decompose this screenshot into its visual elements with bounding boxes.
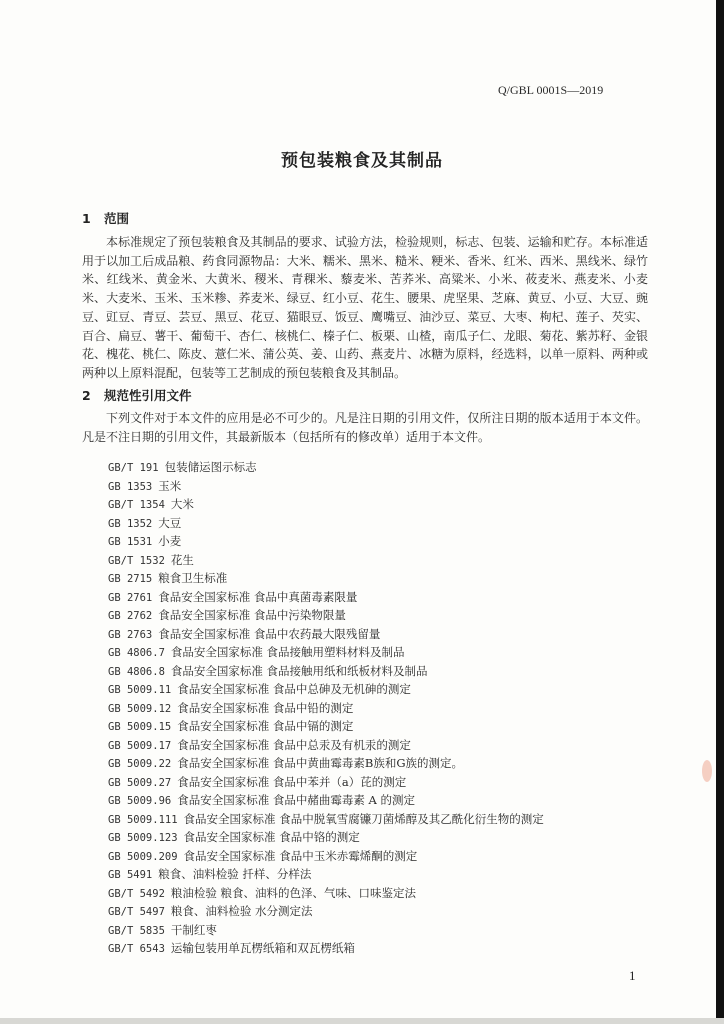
reference-title: 玉米: [158, 478, 182, 493]
reference-code: GB 4806.7: [108, 647, 165, 659]
reference-title: 花生: [170, 552, 194, 567]
reference-item: [108, 588, 544, 607]
reference-item: [108, 606, 544, 625]
reference-title: 粮食、油料检验 水分测定法: [170, 904, 313, 918]
reference-title: 食品安全国家标准 食品中玉米赤霉烯酮的测定: [183, 848, 418, 863]
reference-title: 运输包装用单瓦楞纸箱和双瓦楞纸箱: [170, 941, 355, 955]
reference-code: GB 5009.27: [108, 776, 172, 789]
reference-item: [108, 458, 544, 477]
section-title: 范围: [104, 211, 130, 226]
reference-code: GB/T 5497: [108, 906, 165, 918]
references-intro-text: 下列文件对于本文件的应用是必不可少的。凡是注日期的引用文件，仅所注日期的版本适用于本文件。凡是不注日期的引用文件，其最新版本（包括所有的修改单）适用于本文件。: [82, 411, 648, 444]
page-number: 1: [629, 968, 636, 983]
scan-edge-bottom: [0, 1018, 724, 1024]
reference-title: 食品安全国家标准 食品中赭曲霉毒素 A 的测定: [177, 793, 415, 807]
reference-code: GB 5009.17: [108, 739, 172, 752]
reference-code: GB 5009.11: [108, 684, 172, 696]
reference-code: GB/T 1532: [108, 554, 165, 567]
reference-title: 食品安全国家标准 食品中苯并（a）芘的测定: [177, 774, 407, 789]
reference-code: GB 5009.15: [108, 721, 172, 733]
reference-code: GB/T 191: [108, 462, 159, 474]
reference-item: [108, 736, 544, 755]
reference-item: [108, 699, 544, 718]
scope-paragraph: [82, 233, 648, 383]
reference-code: GB 2715: [108, 573, 153, 585]
reference-item: [108, 902, 544, 921]
section-title: 规范性引用文件: [104, 388, 192, 403]
reference-title: 大米: [170, 497, 194, 511]
reference-title: 食品安全国家标准 食品接触用纸和纸板材料及制品: [170, 663, 428, 678]
reference-title: 食品安全国家标准 食品中总砷及无机砷的测定: [177, 682, 411, 696]
reference-title: 粮食卫生标准: [158, 571, 228, 585]
document-title: 预包装粮食及其制品: [281, 151, 443, 171]
reference-item: [108, 810, 544, 829]
reference-title: 食品安全国家标准 食品中黄曲霉毒素B族和G族的测定。: [177, 756, 464, 770]
reference-title: 食品安全国家标准 食品中真菌毒素限量: [158, 589, 358, 604]
references-paragraph: [82, 409, 648, 446]
reference-item: [108, 828, 544, 847]
reference-code: GB 5009.96: [108, 795, 172, 807]
reference-title: 包装储运图示标志: [164, 460, 257, 474]
reference-code: GB 2761: [108, 591, 153, 604]
section-number: 1: [82, 211, 91, 226]
reference-code: GB 5009.22: [108, 758, 172, 770]
reference-code: GB 1352: [108, 517, 153, 530]
reference-item: [108, 643, 544, 662]
section-heading-references: [82, 386, 192, 404]
reference-title: 食品安全国家标准 食品中总汞及有机汞的测定: [177, 737, 411, 752]
reference-title: 食品安全国家标准 食品中农药最大限残留量: [158, 626, 381, 641]
reference-code: GB/T 6543: [108, 943, 165, 955]
reference-title: 干制红枣: [170, 922, 217, 937]
reference-code: GB/T 5492: [108, 887, 165, 900]
reference-code: GB 5009.209: [108, 850, 178, 863]
reference-item: [108, 495, 544, 514]
reference-item: [108, 662, 544, 681]
reference-item: [108, 865, 544, 884]
scope-text: 本标准规定了预包装粮食及其制品的要求、试验方法，检验规则，标志、包装、运输和贮存。本标准适用于以加工后成品粮、药食同源物品：大米、糯米、黑米、糙米、粳米、香米、红米、西米、黑线米、绿竹米、红线米、黄金米、大黄米、稷米、青稞米、藜麦米、苦荞米、高粱米、小米、莜麦米、燕麦米、小麦米、大麦米、玉米、玉米糁、荞麦米、绿豆、红小豆、花生、腰果、虎坚果、芝麻、黄豆、小豆、大豆、豌豆、豇豆、青豆、芸豆、黑豆、花豆、猫眼豆、饭豆、鹰嘴豆、油沙豆、菜豆、大枣、枸杞、莲子、芡实、百合、扁豆、薯干、葡萄干、杏仁、核桃仁、榛子仁、板栗、山楂，南瓜子仁、龙眼、菊花、紫苏籽、金银花、槐花、桃仁、陈皮、薏仁米、蒲公英、姜、山药、燕麦片、冰糖为原料，经选料，以单一原料、两种或两种以上原料混配，包装等工艺制成的预包装粮食及其制品。: [82, 235, 648, 380]
reference-item: [108, 791, 544, 810]
reference-code: GB 5491: [108, 869, 153, 881]
reference-item: [108, 884, 544, 903]
reference-item: [108, 717, 544, 736]
reference-item: [108, 569, 544, 588]
reference-item: [108, 939, 544, 958]
reference-item: [108, 921, 544, 940]
reference-title: 粮食、油料检验 扦样、分样法: [158, 867, 312, 881]
reference-code: GB/T 5835: [108, 924, 165, 937]
reference-code: GB 2762: [108, 610, 153, 622]
reference-title: 食品安全国家标准 食品中污染物限量: [158, 608, 346, 622]
reference-code: GB 1353: [108, 480, 153, 493]
reference-item: [108, 754, 544, 773]
reference-title: 食品安全国家标准 食品中脱氧雪腐镰刀菌烯醇及其乙酰化衍生物的测定: [183, 811, 544, 826]
reference-title: 粮油检验 粮食、油料的色泽、气味、口味鉴定法: [170, 885, 417, 900]
reference-item: [108, 532, 544, 551]
reference-item: [108, 625, 544, 644]
reference-code: GB 5009.12: [108, 702, 172, 715]
reference-title: 小麦: [158, 534, 182, 548]
reference-list: [108, 458, 544, 958]
reference-code: GB 5009.111: [108, 813, 178, 826]
reference-code: GB 5009.123: [108, 832, 178, 844]
section-heading-scope: [82, 209, 129, 227]
scan-smudge: [702, 760, 712, 782]
reference-code: GB 1531: [108, 536, 153, 548]
reference-title: 大豆: [158, 515, 182, 530]
reference-item: [108, 680, 544, 699]
reference-item: [108, 847, 544, 866]
reference-title: 食品安全国家标准 食品中铬的测定: [183, 830, 360, 844]
standard-code: Q/GBL 0001S—2019: [498, 83, 604, 97]
section-number: 2: [82, 388, 91, 403]
reference-item: [108, 551, 544, 570]
reference-code: GB/T 1354: [108, 499, 165, 511]
reference-item: [108, 514, 544, 533]
reference-code: GB 2763: [108, 628, 153, 641]
reference-item: [108, 773, 544, 792]
reference-title: 食品安全国家标准 食品中铅的测定: [177, 700, 354, 715]
reference-item: [108, 477, 544, 496]
reference-title: 食品安全国家标准 食品接触用塑料材料及制品: [170, 645, 405, 659]
reference-code: GB 4806.8: [108, 665, 165, 678]
reference-title: 食品安全国家标准 食品中镉的测定: [177, 719, 354, 733]
